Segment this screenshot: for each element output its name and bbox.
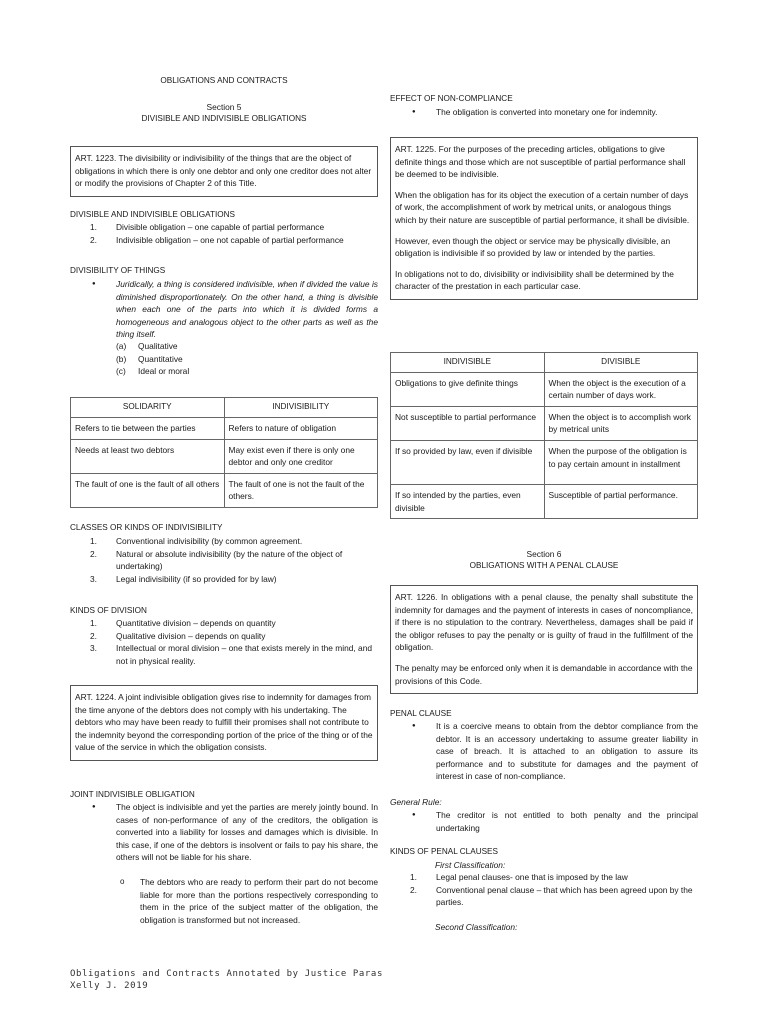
- section6-number: Section 6: [526, 549, 562, 559]
- table-cell: Susceptible of partial performance.: [544, 484, 698, 518]
- article-1224-box: [70, 685, 378, 761]
- list-item: (b) Quantitative: [116, 353, 183, 364]
- joint-indivisible-heading: JOINT INDIVISIBLE OBLIGATION: [70, 790, 195, 799]
- list-item: ● The object is indivisible and yet the parties are merely jointly bound. In cases of non-performance of any of the creditors, the obligation is converted into a liability for losses and damages which is divisible. In this case, if one of the debtors is insolvent or fails to pay his share, the others will not be liable for his share.: [70, 801, 378, 864]
- article-1226-p2: The penalty may be enforced only when it is demandable in accordance with the provisions of this Code.: [395, 662, 693, 686]
- joint-indivisible-sublist: [70, 876, 378, 926]
- article-1224-text: ART. 1224. A joint indivisible obligation gives rise to indemnity for damages from the time anyone of the debtors does not comply with his undertaking. The debtors who may have been ready to fulfill their promises shall not contribute to the indemnity beyond the corresponding portion of the price of the thing or of the value of the service in which the obligation consists.: [75, 692, 373, 753]
- table-cell: When the purpose of the obligation is to pay certain amount in installment: [544, 440, 698, 484]
- list-item: ● The creditor is not entitled to both penalty and the principal undertaking: [390, 809, 698, 834]
- list-item: 2. Qualitative division – depends on quality: [90, 630, 266, 641]
- table-cell: When the object is the execution of a certain number of days work.: [544, 372, 698, 406]
- table-cell: The fault of one is not the fault of the others.: [224, 473, 378, 507]
- general-rule-label: General Rule:: [390, 797, 442, 807]
- table-row: [391, 440, 698, 484]
- table-cell: The fault of one is the fault of all others: [71, 473, 225, 507]
- indivisible-table: [390, 352, 698, 519]
- divisible-indivisible-list: [70, 221, 378, 246]
- list-item: ● It is a coercive means to obtain from the debtor compliance from the debtor. It is an accessory undertaking to assume greater liability in case of breach. It is attached to an obligation to assure its performance and to substitute for damages and the payment of interest in case of non-compliance.: [390, 720, 698, 783]
- article-1223-box: [70, 146, 378, 197]
- list-item: 2. Conventional penal clause – that which has been agreed upon by the parties.: [410, 884, 693, 908]
- section6-title: OBLIGATIONS WITH A PENAL CLAUSE: [469, 561, 619, 570]
- table-row: [391, 406, 698, 440]
- article-1225-box: [390, 137, 698, 300]
- table-row: [391, 372, 698, 406]
- list-item: 1. Legal penal clauses- one that is imposed by the law: [410, 872, 628, 882]
- divisibility-list: [70, 278, 378, 341]
- list-item: 1. Quantitative division – depends on quantity: [90, 618, 276, 628]
- table-cell: Obligations to give definite things: [391, 372, 545, 406]
- solidarity-table: [70, 397, 378, 508]
- list-item: ● The obligation is converted into monetary one for indemnity.: [390, 106, 698, 119]
- indivisible-table-wrap: [390, 352, 698, 519]
- article-1226-p1: ART. 1226. In obligations with a penal clause, the penalty shall substitute the indemnity for damages and the payment of interests in cases of noncompliance, if there is no stipulation to the contrary. Nevertheless, damages shall be paid if the obligor refuses to pay the penalty or is guilty of fraud in the fulfillment of the obligation.: [395, 592, 693, 653]
- table-cell: When the object is to accomplish work by metrical units: [544, 406, 698, 440]
- table-cell: Refers to tie between the parties: [71, 417, 225, 439]
- penal-clause-list: [390, 720, 698, 783]
- table-cell: May exist even if there is only one debtor and only one creditor: [224, 439, 378, 473]
- footer-line-2: Xelly J. 2019: [70, 981, 149, 991]
- first-classification-list: [390, 871, 698, 909]
- list-item: (a) Qualitative: [116, 341, 178, 351]
- table-cell: Not susceptible to partial performance: [391, 406, 545, 440]
- kinds-division-heading: KINDS OF DIVISION: [70, 606, 147, 615]
- list-item: 2. Indivisible obligation – one not capable of partial performance: [90, 234, 344, 245]
- table-row: [71, 417, 378, 439]
- first-classification-label: First Classification:: [435, 860, 506, 870]
- table-cell: Refers to nature of obligation: [224, 417, 378, 439]
- classes-list: [70, 535, 378, 585]
- table-row: [391, 484, 698, 518]
- list-item: 1. Conventional indivisibility (by common agreement.: [90, 536, 303, 546]
- table-cell: Needs at least two debtors: [71, 439, 225, 473]
- table-row: [71, 439, 378, 473]
- table-cell: If so provided by law, even if divisible: [391, 440, 545, 484]
- divisibility-sublist: [70, 340, 378, 378]
- joint-indivisible-list: [70, 801, 378, 864]
- general-rule-list: [390, 809, 698, 834]
- section-number: Section 5: [206, 102, 242, 112]
- article-1223-text: ART. 1223. The divisibility or indivisibility of the things that are the object of obligations in which there is only one debtor and only one creditor does not alter or modify the provisions of Chapter 2 of this Title.: [75, 153, 372, 189]
- table-header: INDIVISIBILITY: [224, 398, 378, 418]
- page-footer: [70, 968, 383, 992]
- penal-clause-heading: PENAL CLAUSE: [390, 709, 452, 718]
- solidarity-table-wrap: [70, 397, 378, 508]
- effect-list: [390, 106, 698, 119]
- article-1226-box: [390, 585, 698, 694]
- list-item: 1. Divisible obligation – one capable of partial performance: [90, 222, 325, 232]
- list-item: 3. Legal indivisibility (if so provided for by law): [90, 573, 277, 584]
- article-1225-p3: However, even though the object or service may be physically divisible, an obligation is indivisible if so provided by law or intended by the parties.: [395, 235, 671, 259]
- article-1225-p1: ART. 1225. For the purposes of the preceding articles, obligations to give definite things and those which are not susceptible of partial performance shall be deemed to be indivisible.: [395, 144, 686, 180]
- table-header: INDIVISIBLE: [391, 353, 545, 373]
- footer-line-1: Obligations and Contracts Annotated by Justice Paras: [70, 969, 383, 979]
- divisibility-heading: DIVISIBILITY OF THINGS: [70, 266, 166, 275]
- list-item: o The debtors who are ready to perform their part do not become liable for more than the portions respectively corresponding to them in the price of the subject matter of the obligation, the obligation is transformed but not increased.: [70, 876, 378, 926]
- table-header: SOLIDARITY: [71, 398, 225, 418]
- divisible-indivisible-heading: DIVISIBLE AND INDIVISIBLE OBLIGATIONS: [70, 210, 236, 219]
- second-classification-label: Second Classification:: [435, 922, 518, 932]
- list-item: 3. Intellectual or moral division – one that exists merely in the mind, and not in physical reality.: [90, 643, 373, 666]
- list-item: (c) Ideal or moral: [116, 366, 190, 377]
- article-1225-p2: When the obligation has for its object the execution of a certain number of days of work, the accomplishment of work by metrical units, or analogous things which by their nature are susceptible of partial performance, it shall be divisible.: [395, 189, 690, 225]
- kinds-division-list: [70, 617, 378, 667]
- list-item: ● Juridically, a thing is considered indivisible, when if divided the value is diminished disproportionately. On the other hand, a thing is divisible when each one of the parts into which it is divided forms a homogeneous and analogous object to the other parts as well as the thing itself.: [70, 278, 378, 341]
- table-header: DIVISIBLE: [544, 353, 698, 373]
- kinds-penal-heading: KINDS OF PENAL CLAUSES: [390, 847, 498, 856]
- document-title: OBLIGATIONS AND CONTRACTS: [160, 76, 288, 85]
- table-cell: If so intended by the parties, even divisible: [391, 484, 545, 518]
- list-item: 2. Natural or absolute indivisibility (by the nature of the object of undertaking): [90, 548, 343, 572]
- effect-heading: EFFECT OF NON-COMPLIANCE: [390, 94, 513, 103]
- classes-heading: CLASSES OR KINDS OF INDIVISIBILITY: [70, 523, 223, 532]
- article-1225-p4: In obligations not to do, divisibility or indivisibility shall be determined by the character of the prestation in each particular case.: [395, 268, 674, 292]
- table-row: [71, 473, 378, 507]
- section-title: DIVISIBLE AND INDIVISIBLE OBLIGATIONS: [141, 114, 307, 123]
